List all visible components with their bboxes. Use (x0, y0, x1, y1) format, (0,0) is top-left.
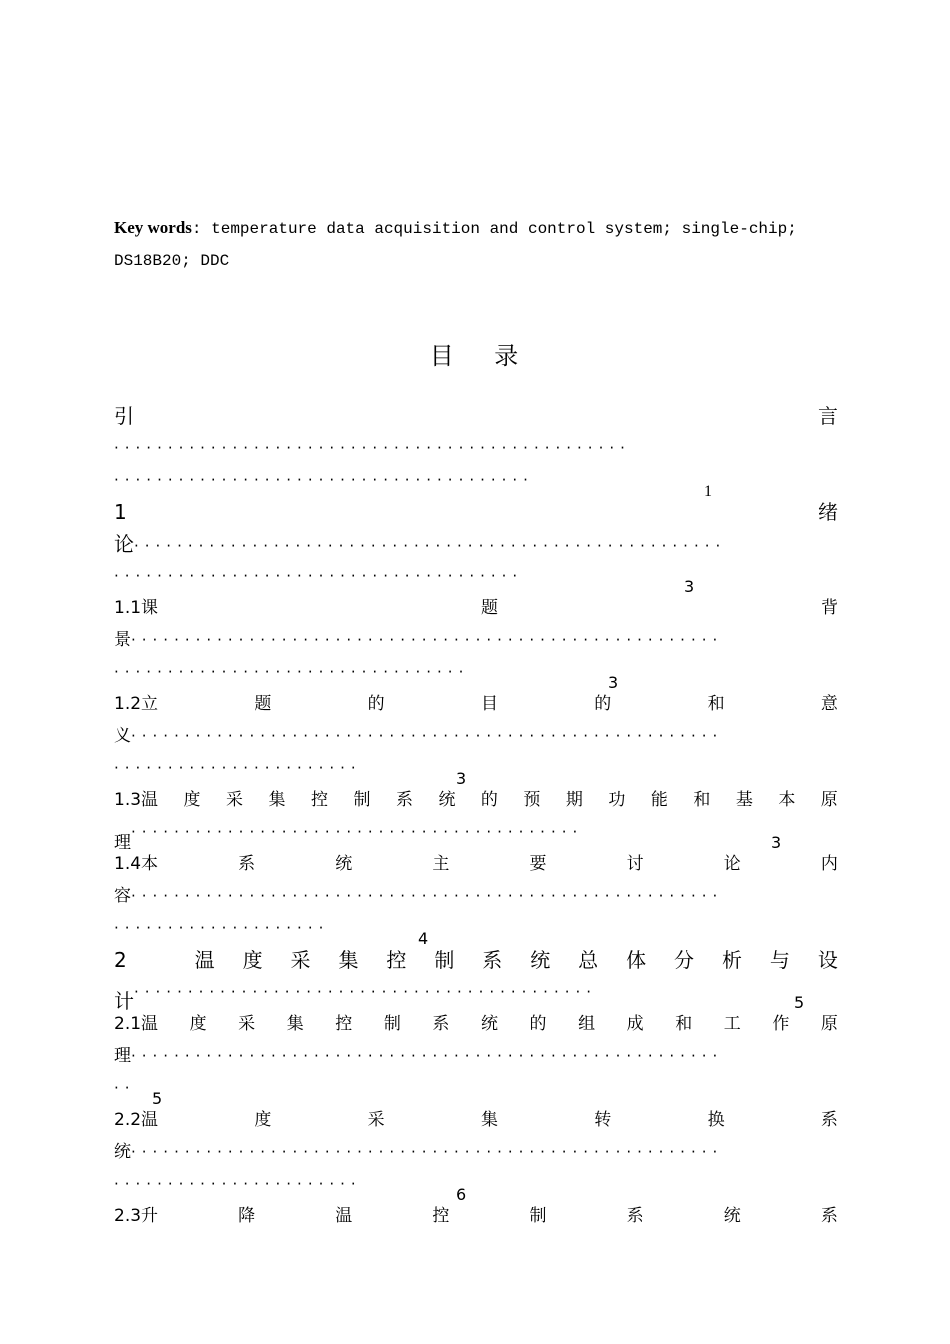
toc-entry-1-1[interactable]: 1.1课 题 背 (114, 598, 838, 618)
keywords-label: Key words (114, 218, 192, 237)
toc-page-number: 3 (608, 673, 619, 692)
toc-dot-leader: ················································ (114, 439, 631, 457)
toc-page-line: ····················4 (114, 919, 429, 948)
toc-page-line: 理··········································3 (114, 823, 782, 853)
toc-page-number: 6 (456, 1185, 467, 1204)
keywords-paragraph (114, 212, 838, 277)
toc-page-number: 3 (771, 833, 782, 852)
toc-entry-intro[interactable]: 引 言 (114, 404, 838, 428)
toc-page-number: 3 (684, 577, 695, 596)
toc-entry-1-2[interactable]: 1.2立 题 的 目 的 和 意 (114, 694, 838, 714)
toc-entry-1-3[interactable]: 1.3温 度 采 集 控 制 系 统 的 预 期 功 能 和 基 本 原 (114, 790, 838, 810)
toc-dot-leader: 理 ······················································· (114, 1046, 724, 1066)
toc-dot-leader: 论 ······················································· (114, 532, 727, 556)
toc-entry-2-2[interactable]: 2.2温 度 采 集 转 换 系 (114, 1110, 838, 1130)
toc-entry-2-1[interactable]: 2.1温 度 采 集 控 制 系 统 的 组 成 和 工 作 原 (114, 1014, 838, 1034)
toc-page-line: ·······················6 (114, 1175, 467, 1204)
keywords-text: : temperature data acquisition and control system; single-chip; DS18B20; DDC (114, 220, 797, 270)
toc-page-line: ·······················3 (114, 759, 467, 788)
toc-page-line: ······································3 (114, 567, 695, 596)
toc-entry-1-4[interactable]: 1.4本 系 统 主 要 讨 论 内 (114, 854, 838, 874)
toc-dot-leader: 容 ······················································· (114, 886, 724, 906)
toc-page-number: 5 (794, 993, 805, 1012)
toc-page-line: ·································3 (114, 663, 619, 692)
toc-page-line: 计···········································5 (114, 983, 805, 1013)
toc-dot-leader: 义 ······················································· (114, 726, 724, 746)
toc-entry-ch2[interactable]: 2 温 度 采 集 控 制 系 统 总 体 分 析 与 设 (114, 948, 838, 972)
toc-page-number: 4 (418, 929, 429, 948)
toc-page-number: 1 (704, 483, 712, 500)
toc-page-line: ·······································1 (114, 471, 712, 500)
toc-page-line: ··5 (114, 1079, 163, 1108)
toc-entry-2-3[interactable]: 2.3升 降 温 控 制 系 统 系 (114, 1206, 838, 1226)
toc-entry-ch1[interactable]: 1 绪 (114, 500, 838, 524)
toc-dot-leader: 统 ······················································· (114, 1142, 724, 1162)
toc-page-number: 3 (456, 769, 467, 788)
toc-dot-leader: 景 ······················································· (114, 630, 724, 650)
toc-title: 目 录 (429, 342, 521, 370)
toc-page-number: 5 (152, 1089, 163, 1108)
